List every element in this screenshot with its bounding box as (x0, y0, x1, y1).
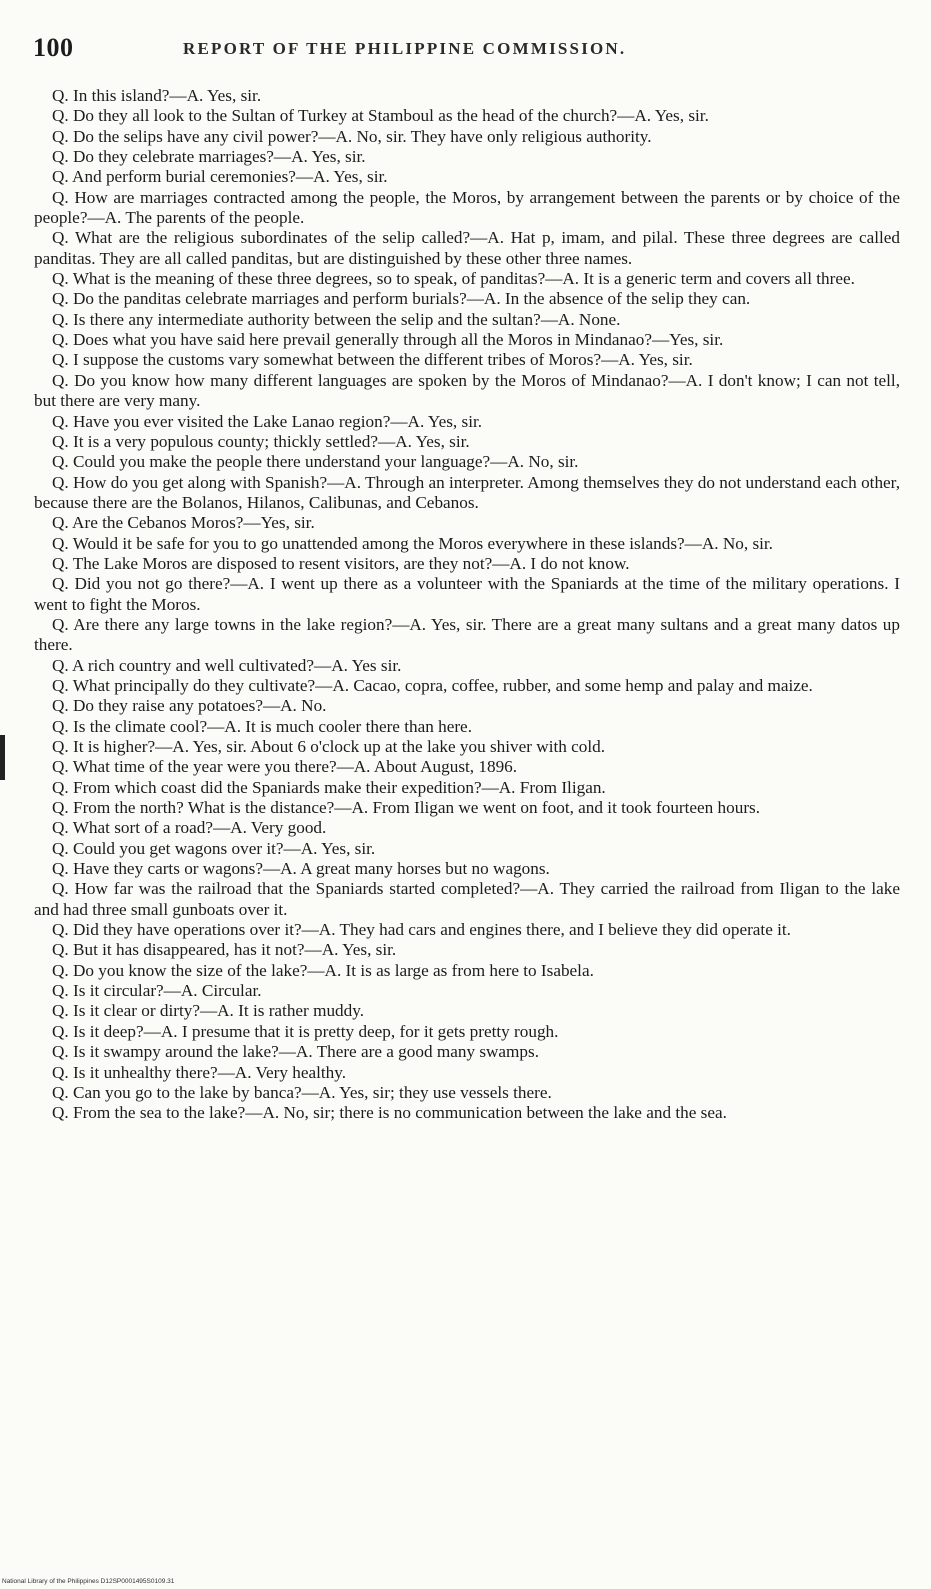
paragraph: Q. Is it unhealthy there?—A. Very healthy. (52, 1062, 347, 1082)
paragraph: Q. Is there any intermediate authority between the selip and the sultan?—A. None. (52, 309, 621, 329)
binding-shadow (0, 735, 5, 780)
paragraph: Q. Have they carts or wagons?—A. A great many horses but no wagons. (52, 859, 550, 879)
paragraph: Q. Did they have operations over it?—A. They had cars and engines there, and I believe they did operate it. (52, 920, 791, 940)
paragraph: Q. Is the climate cool?—A. It is much cooler there than here. (52, 716, 472, 736)
paragraph: Q. Do you know how many different languages are spoken by the Moros of Mindanao?—A. I don't know; I can not tell, but there are very many. (34, 370, 900, 411)
paragraph: Q. From the north? What is the distance?—A. From Iligan we went on foot, and it took fourteen hours. (52, 798, 761, 818)
paragraph: Q. How far was the railroad that the Spaniards started completed?—A. They carried the railroad from Iligan to the lake and had three small gunboats over it. (34, 879, 900, 919)
paragraph: Q. Is it circular?—A. Circular. (52, 981, 262, 1001)
paragraph: Q. Do they celebrate marriages?—A. Yes, sir. (52, 147, 366, 167)
paragraph: Q. Could you make the people there understand your language?—A. No, sir. (52, 452, 579, 472)
paragraph: Q. From the sea to the lake?—A. No, sir; there is no communication between the lake and the sea. (52, 1103, 727, 1123)
paragraph: Q. And perform burial ceremonies?—A. Yes, sir. (52, 167, 388, 187)
paragraph: Q. What time of the year were you there?—A. About August, 1896. (52, 757, 518, 777)
paragraph: Q. Did you not go there?—A. I went up there as a volunteer with the Spaniards at the time of the military operations. I went to fight the Moros. (34, 574, 900, 614)
paragraph: Q. Can you go to the lake by banca?—A. Yes, sir; they use vessels there. (52, 1082, 552, 1102)
paragraph: Q. Do they all look to the Sultan of Turkey at Stamboul as the head of the church?—A. Yes, sir. (52, 106, 709, 126)
paragraph: Q. How do you get along with Spanish?—A. Through an interpreter. Among themselves they do not understand each other, because there are the Bolanos, Hilanos, Calibunas, and Cebanos. (34, 472, 900, 512)
paragraph: Q. What is the meaning of these three degrees, so to speak, of panditas?—A. It is a generic term and covers all three. (52, 269, 855, 289)
paragraph: Q. Do you know the size of the lake?—A. It is as large as from here to Isabela. (52, 960, 594, 980)
paragraph: Q. How are marriages contracted among the people, the Moros, by arrangement between the parents or by choice of the people?—A. The parents of the people. (34, 187, 900, 228)
page-header (33, 33, 883, 63)
paragraph: Q. The Lake Moros are disposed to resent visitors, are they not?—A. I do not know. (52, 553, 630, 573)
paragraph: Q. Is it swampy around the lake?—A. There are a good many swamps. (52, 1042, 540, 1062)
footer-credit: National Library of the Philippines D12SP0001495S0109.31 (2, 1578, 175, 1585)
paragraph: Q. Do the panditas celebrate marriages and perform burials?—A. In the absence of the selip they can. (52, 289, 751, 309)
paragraph: Q. Are the Cebanos Moros?—Yes, sir. (52, 513, 315, 533)
paragraph: Q. Have you ever visited the Lake Lanao region?—A. Yes, sir. (52, 411, 483, 431)
paragraph: Q. Are there any large towns in the lake region?—A. Yes, sir. There are a great many sultans and a great many datos up there. (34, 614, 900, 655)
paragraph: Q. It is higher?—A. Yes, sir. About 6 o'clock up at the lake you shiver with cold. (52, 737, 606, 756)
paragraph: Q. Do they raise any potatoes?—A. No. (52, 696, 327, 716)
paragraph: Q. A rich country and well cultivated?—A. Yes sir. (52, 655, 402, 675)
paragraph: Q. Is it deep?—A. I presume that it is pretty deep, for it gets pretty rough. (52, 1021, 559, 1041)
paragraph: Q. Do the selips have any civil power?—A. No, sir. They have only religious authority. (52, 126, 652, 146)
paragraph: Q. I suppose the customs vary somewhat between the different tribes of Moros?—A. Yes, sir. (52, 350, 693, 370)
paragraph: Q. Would it be safe for you to go unattended among the Moros everywhere in these islands?—A. No, sir. (52, 533, 773, 553)
paragraph: Q. What are the religious subordinates of the selip called?—A. Hat p, imam, and pilal. These three degrees are called panditas. They are all called panditas, but are distinguished by these other three names. (34, 228, 900, 268)
paragraph: Q. In this island?—A. Yes, sir. (52, 86, 262, 105)
paragraph: Q. From which coast did the Spaniards make their expedition?—A. From Iligan. (52, 777, 606, 797)
page-number: 100 (33, 33, 74, 62)
paragraph: Q. What principally do they cultivate?—A. Cacao, copra, coffee, rubber, and some hemp and palay and maize. (52, 675, 813, 695)
paragraph: Q. Does what you have said here prevail generally through all the Moros in Mindanao?—Yes, sir. (52, 330, 724, 350)
paragraph: Q. What sort of a road?—A. Very good. (52, 818, 327, 838)
paragraph: Q. It is a very populous county; thickly settled?—A. Yes, sir. (52, 431, 470, 451)
paragraph: Q. But it has disappeared, has it not?—A. Yes, sir. (52, 940, 397, 960)
body-text (34, 86, 900, 1124)
paragraph: Q. Is it clear or dirty?—A. It is rather muddy. (52, 1001, 364, 1021)
paragraph: Q. Could you get wagons over it?—A. Yes, sir. (52, 838, 376, 858)
running-head: REPORT OF THE PHILIPPINE COMMISSION. (183, 39, 627, 58)
